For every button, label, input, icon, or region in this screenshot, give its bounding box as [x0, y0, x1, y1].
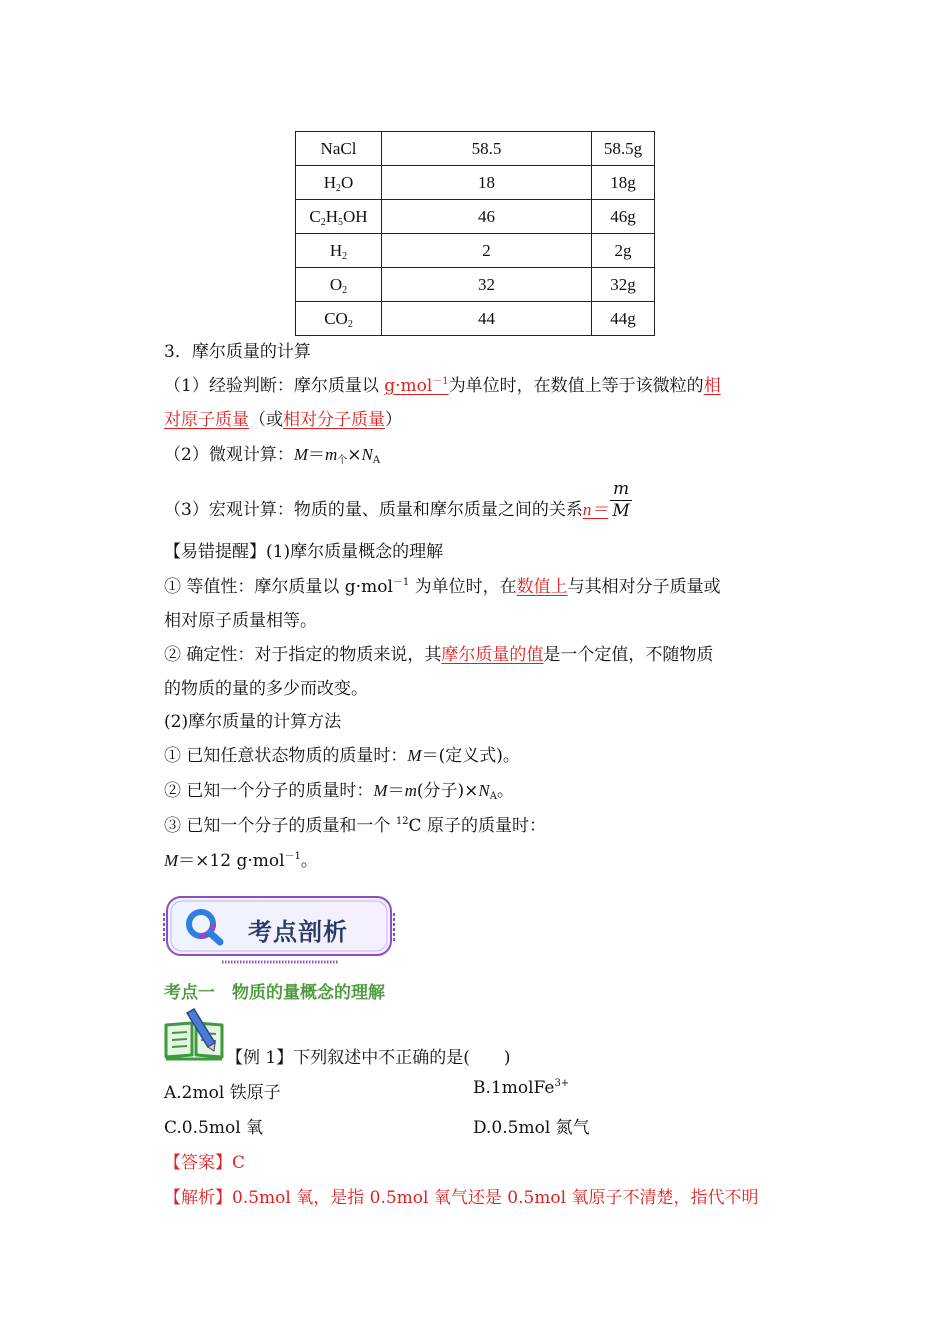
option-c: C.0.5mol 氧	[164, 1118, 264, 1138]
fill-blank-relative-molecular: 相对分子质量	[283, 410, 385, 430]
analysis-line: 【解析】0.5mol 氧，是指 0.5mol 氧气还是 0.5mol 氧原子不清楚，指代不明	[164, 1188, 759, 1208]
table-cell: $H_2O$	[296, 166, 382, 200]
fill-blank-numeric: 数值上	[516, 577, 568, 597]
table-cell: 46g	[592, 200, 655, 234]
table-cell: 2	[382, 234, 592, 268]
table-cell: 18	[382, 166, 592, 200]
reminder-title: 【易错提醒】(1)摩尔质量概念的理解	[164, 542, 444, 562]
table-row	[296, 132, 655, 166]
reminder-line: 相对原子质量相等。	[164, 611, 317, 631]
reminder-line: ③ 已知一个分子的质量和一个 $^{12}$C 原子的质量时：	[164, 816, 546, 836]
table-cell: NaCl	[296, 132, 382, 166]
table-cell: $H_2$	[296, 234, 382, 268]
table-cell: 32g	[592, 268, 655, 302]
table-cell: $C_2H_5OH$	[296, 200, 382, 234]
fill-blank-molar-value: 摩尔质量的值	[441, 645, 544, 665]
reminder-line: ① 等值性：摩尔质量以 g·mol$^{-1}$ 为单位时，在数值上与其相对分子质量或	[164, 577, 721, 597]
fill-blank-unit: g·mol$^{-1}$	[384, 376, 449, 396]
paragraph-empirical-cont: 对原子质量（或相对分子质量）	[164, 410, 402, 430]
table-cell: 32	[382, 268, 592, 302]
table-row	[296, 234, 655, 268]
option-a: A.2mol 铁原子	[164, 1083, 281, 1103]
table-row	[296, 302, 655, 336]
section-heading: 3．摩尔质量的计算	[164, 342, 311, 362]
reminder-line: ② 已知一个分子的质量时：M＝m(分子)$\times N_A$。	[164, 781, 514, 802]
magnifier-icon	[184, 907, 228, 947]
table-cell: 18g	[592, 166, 655, 200]
paragraph-macro: （3）宏观计算：物质的量、质量和摩尔质量之间的关系 n＝ $\frac{m}{M}$	[164, 479, 630, 521]
table-row	[296, 200, 655, 234]
reminder-line: ① 已知任意状态物质的质量时：M＝(定义式)。	[164, 746, 520, 766]
table-cell: 58.5	[382, 132, 592, 166]
fill-blank-formula: n＝	[582, 500, 609, 519]
molar-mass-table	[295, 131, 655, 336]
table-cell: $CO_2$	[296, 302, 382, 336]
section-banner	[162, 893, 398, 969]
fraction-m-over-M: $\frac{m}{M}$	[612, 479, 630, 521]
paragraph-empirical: （1）经验判断：摩尔质量以 g·mol$^{-1}$为单位时，在数值上等于该微粒的相	[164, 376, 721, 396]
table-row	[296, 268, 655, 302]
book-pencil-icon	[163, 1007, 225, 1061]
reminder-line: M＝×12 g·mol$^{-1}$。	[164, 851, 318, 871]
reminder-line: ② 确定性：对于指定的物质来说，其摩尔质量的值是一个定值，不随物质	[164, 645, 714, 665]
banner-title: 考点剖析	[248, 918, 348, 946]
table-cell: $O_2$	[296, 268, 382, 302]
table-cell: 2g	[592, 234, 655, 268]
table-row	[296, 166, 655, 200]
reminder-line: 的物质的量的多少而改变。	[164, 679, 368, 699]
answer-line: 【答案】C	[164, 1153, 246, 1173]
option-d: D.0.5mol 氮气	[473, 1118, 590, 1138]
table-cell: 44	[382, 302, 592, 336]
reminder-line: (2)摩尔质量的计算方法	[164, 712, 342, 732]
option-b: B.1molFe$^{3+}$	[473, 1078, 570, 1098]
example-question: 【例 1】下列叙述中不正确的是( )	[226, 1048, 511, 1068]
table-cell: 44g	[592, 302, 655, 336]
fill-blank-relative-atomic: 相	[703, 376, 721, 396]
paragraph-micro: （2）微观计算：$M=m_个\times N_A$	[164, 445, 381, 466]
kaodian-title: 考点一 物质的量概念的理解	[164, 983, 385, 1003]
table-cell: 46	[382, 200, 592, 234]
table-cell: 58.5g	[592, 132, 655, 166]
